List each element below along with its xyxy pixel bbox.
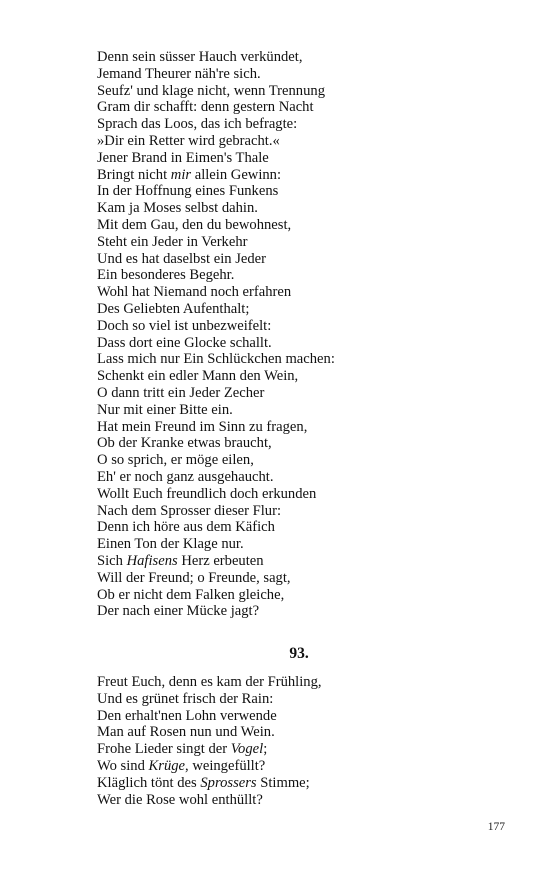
verse-text: Wollt Euch freundlich doch erkunden bbox=[97, 485, 317, 502]
verse-text: Den erhalt'nen Lohn verwende bbox=[97, 707, 277, 724]
verse-line bbox=[97, 553, 497, 570]
verse-line bbox=[97, 251, 497, 268]
verse-text: Sich bbox=[97, 552, 127, 569]
verse-line bbox=[97, 351, 497, 368]
verse-text: Denn ich höre aus dem Käfich bbox=[97, 519, 275, 536]
verse-line bbox=[97, 83, 497, 100]
verse-text: Eh' er noch ganz ausgehaucht. bbox=[97, 468, 274, 485]
verse-text: Des Geliebten Aufenthalt; bbox=[97, 300, 250, 317]
verse-text: Seufz' und klage nicht, wenn Trennung bbox=[97, 82, 325, 99]
verse-line bbox=[97, 368, 497, 385]
verse-line bbox=[97, 435, 497, 452]
verse-text: Doch so viel ist unbezweifelt: bbox=[97, 317, 272, 334]
verse-text: Herz erbeuten bbox=[177, 552, 264, 569]
verse-text: In der Hoffnung eines Funkens bbox=[97, 183, 279, 200]
verse-line bbox=[97, 150, 497, 167]
verse-line bbox=[97, 116, 497, 133]
verse-text: Lass mich nur Ein Schlückchen machen: bbox=[97, 351, 335, 368]
verse-text: Ob der Kranke etwas braucht, bbox=[97, 435, 272, 452]
verse-text: ; bbox=[263, 741, 268, 758]
verse-line bbox=[97, 570, 497, 587]
verse-text: Nur mit einer Bitte ein. bbox=[97, 401, 233, 418]
poem-number-heading: 93. bbox=[289, 645, 309, 662]
verse-text: Nach dem Sprosser dieser Flur: bbox=[97, 502, 282, 519]
verse-line bbox=[97, 234, 497, 251]
verse-text: Kam ja Moses selbst dahin. bbox=[97, 200, 258, 217]
verse-line bbox=[97, 284, 497, 301]
verse-line bbox=[97, 66, 497, 83]
verse-text: Ob er nicht dem Falken gleiche, bbox=[97, 586, 285, 603]
verse-text: Jener Brand in Eimen's Thale bbox=[97, 149, 269, 166]
verse-line bbox=[97, 519, 497, 536]
verse-line bbox=[97, 183, 497, 200]
verse-text: Stimme; bbox=[256, 774, 310, 791]
verse-line bbox=[97, 267, 497, 284]
verse-line bbox=[97, 301, 497, 318]
verse-line bbox=[97, 133, 497, 150]
verse-line bbox=[97, 724, 497, 741]
verse-text: Gram dir schafft: denn gestern Nacht bbox=[97, 99, 314, 116]
verse-line bbox=[97, 385, 497, 402]
verse-text: Frohe Lieder singt der bbox=[97, 741, 231, 758]
verse-line bbox=[97, 318, 497, 335]
verse-text: O dann tritt ein Jeder Zecher bbox=[97, 384, 265, 401]
verse-text: Hat mein Freund im Sinn zu fragen, bbox=[97, 418, 308, 435]
verse-line bbox=[97, 452, 497, 469]
verse-text: Freut Euch, denn es kam der Frühling, bbox=[97, 674, 322, 690]
verse-line bbox=[97, 503, 497, 520]
verse-text: »Dir ein Retter wird gebracht.« bbox=[97, 132, 280, 149]
verse-emphasis: Sprossers bbox=[200, 774, 257, 791]
verse-text: Wer die Rose wohl enthüllt? bbox=[97, 791, 263, 808]
verse-text: Mit dem Gau, den du bewohnest, bbox=[97, 216, 292, 233]
poem-93-verses bbox=[97, 674, 497, 808]
verse-text: Denn sein süsser Hauch verkündet, bbox=[97, 49, 303, 65]
verse-text: Steht ein Jeder in Verkehr bbox=[97, 233, 248, 250]
verse-line bbox=[97, 200, 497, 217]
verse-line bbox=[97, 708, 497, 725]
verse-line bbox=[97, 49, 497, 66]
verse-text: Jemand Theurer näh're sich. bbox=[97, 65, 261, 82]
verse-text: Dass dort eine Glocke schallt. bbox=[97, 334, 272, 351]
verse-line bbox=[97, 603, 497, 620]
verse-text: Bringt nicht bbox=[97, 166, 171, 183]
verse-line bbox=[97, 419, 497, 436]
verse-text: Und es hat daselbst ein Jeder bbox=[97, 250, 266, 267]
verse-text: Wohl hat Niemand noch erfahren bbox=[97, 284, 292, 301]
verse-line bbox=[97, 335, 497, 352]
verse-emphasis: Krüge bbox=[148, 757, 186, 774]
verse-text: Wo sind bbox=[97, 757, 149, 774]
verse-text: , weingefüllt? bbox=[185, 757, 266, 774]
verse-line bbox=[97, 99, 497, 116]
verse-line bbox=[97, 536, 497, 553]
verse-text: Und es grünet frisch der Rain: bbox=[97, 690, 274, 707]
verse-line bbox=[97, 758, 497, 775]
verse-emphasis: Hafisens bbox=[126, 552, 178, 569]
page-number: 177 bbox=[487, 821, 505, 833]
verse-text: Der nach einer Mücke jagt? bbox=[97, 603, 260, 620]
verse-line bbox=[97, 469, 497, 486]
verse-line bbox=[97, 775, 497, 792]
verse-line bbox=[97, 167, 497, 184]
verse-line bbox=[97, 741, 497, 758]
verse-text: Schenkt ein edler Mann den Wein, bbox=[97, 368, 299, 385]
verse-text: Man auf Rosen nun und Wein. bbox=[97, 724, 275, 741]
verse-emphasis: Vogel bbox=[230, 741, 264, 758]
verse-text: Sprach das Loos, das ich befragte: bbox=[97, 116, 298, 133]
verse-text: Einen Ton der Klage nur. bbox=[97, 536, 244, 553]
verse-text: allein Gewinn: bbox=[191, 166, 282, 183]
verse-line bbox=[97, 792, 497, 809]
verse-line bbox=[97, 486, 497, 503]
verse-line bbox=[97, 402, 497, 419]
poem-92-continuation bbox=[97, 49, 497, 620]
verse-text: Kläglich tönt des bbox=[97, 774, 201, 791]
verse-line bbox=[97, 674, 497, 691]
verse-line bbox=[97, 691, 497, 708]
verse-emphasis: mir bbox=[170, 166, 192, 183]
verse-text: Will der Freund; o Freunde, sagt, bbox=[97, 569, 291, 586]
verse-line bbox=[97, 217, 497, 234]
verse-line bbox=[97, 587, 497, 604]
verse-text: Ein besonderes Begehr. bbox=[97, 267, 235, 284]
verse-text: O so sprich, er möge eilen, bbox=[97, 452, 254, 469]
